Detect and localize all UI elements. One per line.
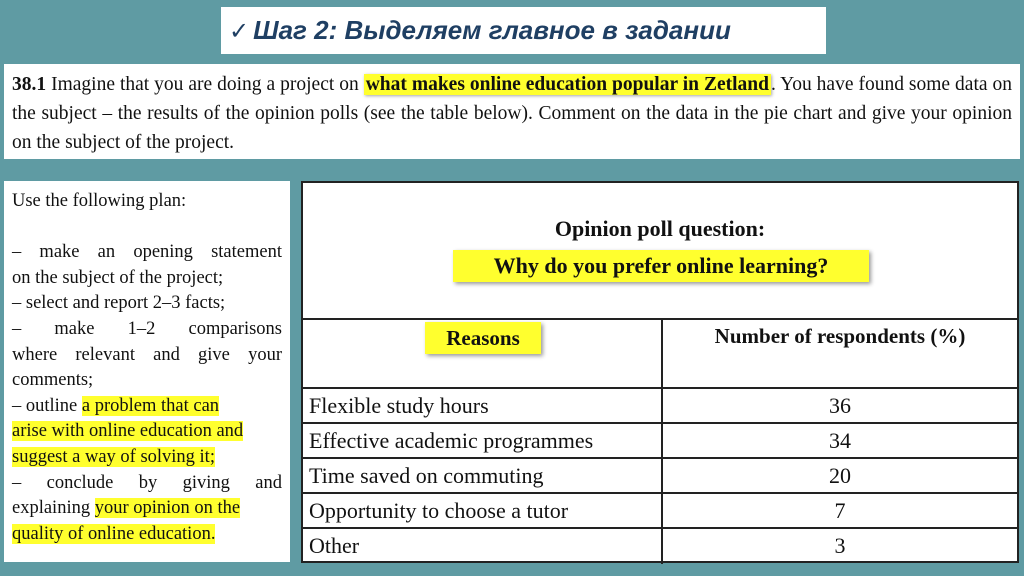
column-header-number [663,320,1017,389]
plan-conclude-highlight-2: quality of online education. [12,523,216,544]
row-reason: Time saved on commuting [303,459,663,492]
plan-item-select: – select and report 2–3 facts; [12,293,226,314]
number-label: Number of respondents (%) [714,324,966,348]
row-value: 36 [829,393,851,418]
plan-item-outline-2 [12,419,282,445]
reasons-label: Reasons [425,322,541,354]
plan-panel [4,181,290,562]
row-reason: Opportunity to choose a tutor [303,494,663,527]
plan-conclude-highlight-1: your opinion on the [94,498,241,519]
task-topic-highlight [364,74,771,95]
table-row [303,494,1017,529]
row-value: 20 [829,463,851,488]
poll-question-label: Opinion poll question: [554,216,766,241]
table-row [303,424,1017,459]
plan-outline-highlight-3: suggest a way of solving it; [12,446,215,467]
poll-question: Why do you prefer online learning? [453,250,869,282]
task-number: 38.1 [12,74,47,95]
task-text-pre: Imagine that you are doing a project on [46,74,364,95]
plan-outline-pre: – outline [12,395,82,416]
plan-intro: Use the following plan: [12,191,187,211]
plan-item-compare-3: comments; [12,370,94,391]
slide-title-box [221,7,826,54]
checkmark-icon: ✓ [229,16,250,45]
plan-conclude-pre: explaining [12,498,95,519]
slide-title: Шаг 2: Выделяем главное в задании [253,15,731,45]
row-value: 7 [834,498,846,523]
plan-item-conclude-3 [12,522,282,548]
plan-spacer [12,215,282,241]
opinion-poll-table [301,181,1019,563]
row-value: 3 [834,533,846,558]
plan-item-conclude-2 [12,496,282,522]
column-header-reasons [303,320,663,389]
plan-item-compare-1: – make 1–2 comparisons [12,318,282,339]
plan-outline-highlight-1: a problem that can [81,395,220,416]
table-row [303,389,1017,424]
row-reason: Effective academic programmes [303,424,663,457]
plan-item-outline-3 [12,445,282,471]
row-reason: Flexible study hours [303,389,663,422]
row-reason: Other [303,529,663,564]
plan-item-opening-2: on the subject of the project; [12,267,224,288]
task-text-post: . You have found some data on the subject – the results of the opinion polls (see the table below). Comment on the data in the pie chart and give your opinion on the subject of the project. [12,74,1012,153]
table-row [303,459,1017,494]
plan-outline-highlight-2: arise with online education and [12,421,244,442]
plan-item-opening-1: – make an opening statement [12,242,282,263]
plan-item-compare-2: where relevant and give your [12,344,282,365]
plan-item-conclude-1: – conclude by giving and [12,472,282,493]
task-topic-text: what makes online education popular in Zetland [365,74,769,95]
task-description [4,64,1020,159]
table-row [303,529,1017,564]
poll-header [303,183,1017,320]
row-value: 34 [829,428,851,453]
plan-item-outline-1 [12,394,282,420]
